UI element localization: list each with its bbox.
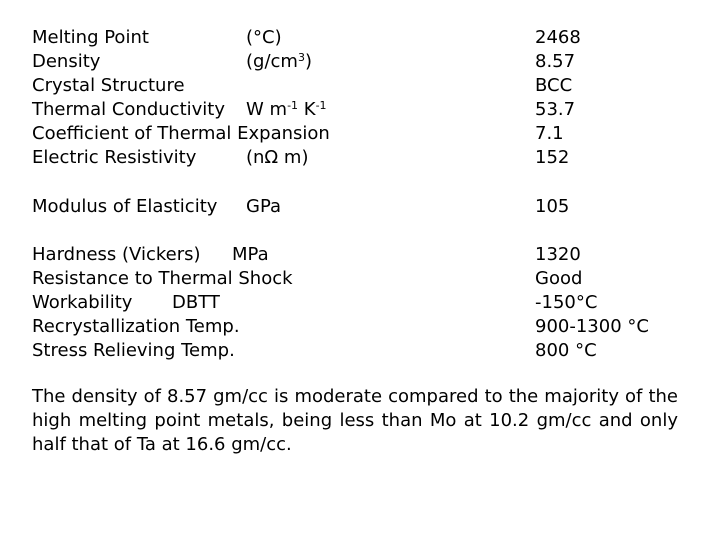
stress-relieving-value: 800 °C — [535, 340, 597, 361]
hardness-label: Hardness (Vickers) — [32, 244, 201, 265]
recrystallization-value: 900-1300 °C — [535, 316, 649, 337]
thermal-expansion-value: 7.1 — [535, 123, 564, 144]
thermal-shock-value: Good — [535, 268, 583, 289]
recrystallization-label: Recrystallization Temp. — [32, 316, 240, 337]
modulus-unit: GPa — [246, 196, 282, 217]
stress-relieving-label: Stress Relieving Temp. — [32, 340, 235, 361]
resistivity-label: Electric Resistivity — [32, 147, 197, 168]
crystal-structure-value: BCC — [535, 75, 573, 96]
resistivity-unit: (nΩ m) — [246, 147, 309, 168]
density-unit: $(g/cm^3)$ — [246, 51, 312, 72]
melting-point-value: 2468 — [535, 27, 581, 48]
density-value: 8.57 — [535, 51, 576, 72]
workability-unit: DBTT — [172, 292, 220, 313]
density-label: Density — [32, 51, 101, 72]
crystal-structure-label: Crystal Structure — [32, 75, 185, 96]
workability-label: Workability — [32, 292, 133, 313]
thermal-expansion-label: Coefficient of Thermal Expansion — [32, 123, 330, 144]
resistivity-value: 152 — [535, 147, 570, 168]
modulus-value: 105 — [535, 196, 570, 217]
workability-value: -150°C — [535, 292, 598, 313]
thermal-conductivity-unit: W $m^{-1}$ $K^{-1}$ — [246, 99, 327, 120]
modulus-label: Modulus of Elasticity — [32, 196, 218, 217]
hardness-value: 1320 — [535, 244, 581, 265]
melting-point-label: Melting Point — [32, 27, 149, 48]
thermal-conductivity-value: 53.7 — [535, 99, 576, 120]
hardness-unit: MPa — [232, 244, 269, 265]
thermal-shock-label: Resistance to Thermal Shock — [32, 268, 293, 289]
thermal-conductivity-label: Thermal Conductivity — [32, 99, 225, 120]
density-comparison-paragraph: The density of 8.57 gm/cc is moderate compared to the majority of the high melting point metals, being less than Mo at 10.2 gm/cc and only half that of Ta at 16.6 gm/cc. — [32, 386, 678, 455]
melting-point-unit: (°C) — [246, 27, 282, 48]
